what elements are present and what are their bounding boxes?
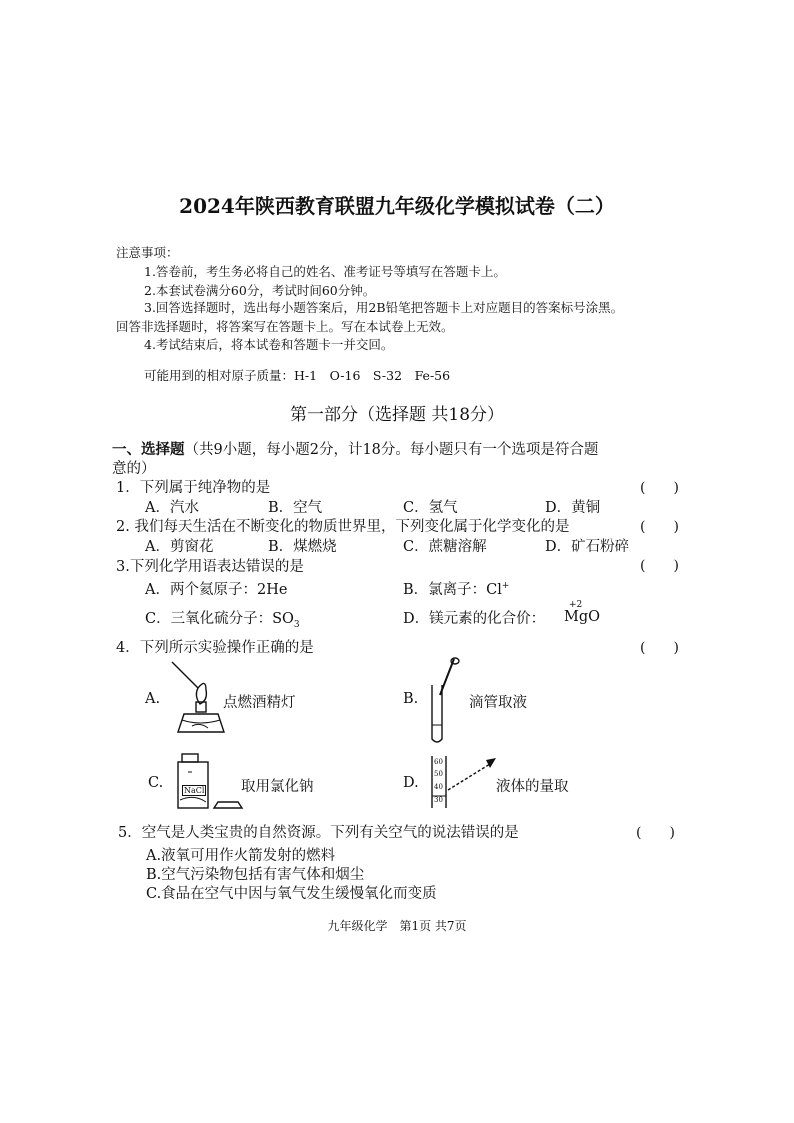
dropper-test-tube-illustration: [424, 655, 464, 747]
bottle-label: NaCl: [184, 786, 205, 795]
section-lead: 一、选择题: [112, 441, 185, 458]
q3-valence-charge: +2: [569, 600, 583, 610]
cylinder-tick: 40: [434, 783, 443, 791]
q1-option-b: B．空气: [268, 500, 323, 516]
q2-stem: 2. 我们每天生活在不断变化的物质世界里，下列变化属于化学变化的是: [116, 519, 570, 535]
q1-answer-paren: ( ): [640, 480, 679, 496]
reagent-bottle-icon: [170, 752, 250, 814]
q3-option-b-charge: +: [501, 581, 510, 592]
section-instructions-cont: 意的）: [112, 461, 156, 477]
q4-option-c-letter: C.: [148, 775, 164, 791]
alcohol-lamp-illustration: [170, 660, 230, 738]
notice-item: 2.本套试卷满分60分，考试时间60分钟。: [144, 283, 376, 298]
notice-item: 回答非选择题时，将答案写在答题卡上。写在本试卷上无效。: [116, 319, 454, 334]
q5-answer-paren: ( ): [636, 825, 675, 841]
q2-answer-paren: ( ): [640, 519, 679, 535]
q5-option-c: C.食品在空气中因与氧气发生缓慢氧化而变质: [146, 886, 437, 902]
q3-answer-paren: ( ): [640, 558, 679, 574]
cylinder-tick: 60: [434, 758, 443, 766]
page-title: 2024年陕西教育联盟九年级化学模拟试卷（二）: [179, 194, 615, 218]
page-footer: 九年级化学 第1页 共7页: [327, 919, 467, 933]
q4-option-c-label: 取用氯化钠: [241, 779, 314, 795]
q3-option-c-text: C．三氧化硫分子：SO: [145, 611, 294, 627]
q4-stem: 4．下列所示实验操作正确的是: [116, 640, 314, 656]
section-instructions: （共9小题，每小题2分，计18分。每小题只有一个选项是符合题: [184, 442, 599, 458]
cylinder-tick: 30: [434, 796, 443, 804]
notice-heading: 注意事项：: [116, 245, 179, 260]
q2-option-d: D．矿石粉碎: [545, 539, 630, 555]
q4-option-b-letter: B.: [403, 691, 419, 707]
notice-item: 4.考试结束后，将本试卷和答题卡一并交回。: [144, 337, 394, 352]
q1-stem: 1．下列属于纯净物的是: [116, 480, 271, 496]
graduated-cylinder-illustration: [424, 752, 504, 812]
q2-option-b: B．煤燃烧: [268, 539, 337, 555]
q5-option-a: A.液氧可用作火箭发射的燃料: [146, 848, 336, 864]
q3-option-c: [145, 607, 300, 630]
q4-option-d-label: 液体的量取: [496, 779, 569, 795]
q1-option-a: A．汽水: [145, 500, 199, 516]
q4-answer-paren: ( ): [640, 640, 679, 656]
notice-item: 1.答卷前，考生务必将自己的姓名、准考证号等填写在答题卡上。: [144, 264, 506, 279]
q3-option-a: A．两个氦原子：2He: [145, 582, 288, 598]
q1-option-d: D．黄铜: [545, 500, 601, 516]
q3-option-b: [403, 578, 509, 599]
section-heading: [112, 438, 598, 459]
q5-stem: 5．空气是人类宝贵的自然资源。下列有关空气的说法错误的是: [118, 825, 519, 841]
notice-item: 3.回答选择题时，选出每小题答案后，用2B铅笔把答题卡上对应题目的答案标号涂黑。: [144, 300, 624, 315]
q1-option-c: C．氢气: [403, 500, 458, 516]
q4-option-d-letter: D.: [403, 775, 419, 791]
q4-option-a-letter: A.: [145, 691, 161, 707]
q3-option-d: D．镁元素的化合价：: [403, 611, 546, 627]
q3-option-c-subscript: 3: [293, 619, 300, 630]
q3-stem: 3.下列化学用语表达错误的是: [116, 559, 304, 575]
cylinder-tick: 50: [434, 770, 443, 778]
q3-option-b-text: B．氯离子：Cl: [403, 582, 502, 598]
atomic-mass-line: 可能用到的相对原子质量：H-1 O-16 S-32 Fe-56: [144, 368, 451, 383]
q5-option-b: B.空气污染物包括有害气体和烟尘: [146, 867, 365, 883]
q2-option-a: A．剪窗花: [145, 539, 214, 555]
nacl-bottle-illustration: [170, 752, 250, 814]
q4-option-b-label: 滴管取液: [469, 695, 527, 711]
part-title: 第一部分（选择题 共18分）: [289, 405, 505, 425]
q4-option-a-label: 点燃酒精灯: [223, 695, 296, 711]
q2-option-c: C．蔗糖溶解: [403, 539, 487, 555]
q3-valence-formula: MgO: [564, 609, 601, 625]
